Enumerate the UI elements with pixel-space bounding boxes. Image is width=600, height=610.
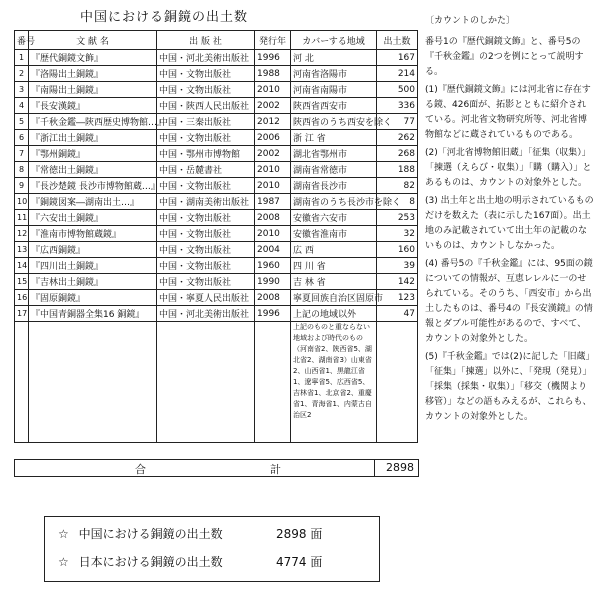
publisher: 中国・文物出版社 (157, 82, 255, 98)
publisher: 中国・寧夏人民出版社 (157, 290, 255, 306)
col-region: カバーする地域 (291, 31, 377, 50)
col-count: 出土数 (377, 31, 418, 50)
literature-name: 『長安漢鏡』 (29, 98, 157, 114)
literature-name: 『千秋金鑑―陝西歴史博物館…』 (29, 114, 157, 130)
literature-name: 『中国青銅器全集16 銅鏡』 (29, 306, 157, 322)
total-value: 2898 (386, 461, 414, 474)
counting-method-notes (425, 14, 595, 428)
region-note: 上記のものと重ならない地域および時代のもの（河南省2、陝西省5、湖北省2、湖南省3）山東省2、山西省1、黒龍江省1、遼寧省5、広西省5、吉林省1、北京省2、重慶省1、青海省1、内蒙古自治区2 (291, 322, 377, 443)
empty-cell (255, 322, 291, 443)
literature-name: 『銅鏡図案―湖南出土…』 (29, 194, 157, 210)
publisher: 中国・陝西人民出版社 (157, 98, 255, 114)
row-number: 17 (15, 306, 29, 322)
summary-china (58, 525, 323, 542)
table-row (15, 242, 418, 258)
empty-cell (15, 322, 29, 443)
publisher: 中国・文物出版社 (157, 210, 255, 226)
literature-name: 『六安出土銅鏡』 (29, 210, 157, 226)
literature-name: 『広西銅鏡』 (29, 242, 157, 258)
publish-year: 2008 (255, 290, 291, 306)
table-row (15, 274, 418, 290)
row-number: 7 (15, 146, 29, 162)
publisher: 中国・湖南美術出版社 (157, 194, 255, 210)
publisher: 中国・文物出版社 (157, 66, 255, 82)
row-number: 4 (15, 98, 29, 114)
row-number: 12 (15, 226, 29, 242)
table-row (15, 178, 418, 194)
table-row (15, 306, 418, 322)
total-row (14, 459, 419, 477)
publish-year: 2010 (255, 226, 291, 242)
coverage-region: 湖南省のうち長沙市を除く (291, 194, 377, 210)
table-row (15, 66, 418, 82)
total-label: 合 (135, 463, 146, 476)
star-icon: ☆ (58, 555, 69, 569)
excavation-count: 142 (377, 274, 418, 290)
coverage-region: 広 西 (291, 242, 377, 258)
publisher: 中国・文物出版社 (157, 226, 255, 242)
table-row (15, 130, 418, 146)
coverage-region: 湖南省常徳市 (291, 162, 377, 178)
coverage-region: 湖南省長沙市 (291, 178, 377, 194)
notes-heading: 〔カウントのしかた〕 (425, 16, 516, 26)
note-paragraph: (1)『歴代銅鏡文飾』には河北省に存在する鏡、426面が、拓影とともに紹介されている。河北省文物研究所等、河北省博物館などに蔵されているものである。 (425, 85, 591, 140)
publish-year: 2006 (255, 130, 291, 146)
coverage-region: 吉 林 省 (291, 274, 377, 290)
row-number: 14 (15, 258, 29, 274)
excavation-count: 32 (377, 226, 418, 242)
publisher: 中国・文物出版社 (157, 130, 255, 146)
table-row (15, 162, 418, 178)
literature-name: 『鄂州銅鏡』 (29, 146, 157, 162)
publish-year: 2010 (255, 178, 291, 194)
literature-name: 『洛陽出土銅鏡』 (29, 66, 157, 82)
table-row (15, 226, 418, 242)
coverage-region: 寧夏回族自治区固原市 (291, 290, 377, 306)
literature-name: 『吉林出土銅鏡』 (29, 274, 157, 290)
page-title: 中国における銅鏡の出土数 (80, 10, 249, 25)
publish-year: 2008 (255, 210, 291, 226)
table-row (15, 210, 418, 226)
excavation-count: 214 (377, 66, 418, 82)
summary-label: 中国における銅鏡の出土数 (78, 527, 223, 541)
excavation-count: 268 (377, 146, 418, 162)
excavation-count: 160 (377, 242, 418, 258)
publisher: 中国・文物出版社 (157, 242, 255, 258)
total-label-2: 計 (270, 463, 281, 476)
table-row (15, 194, 418, 210)
excavation-count: 253 (377, 210, 418, 226)
note-paragraph: (4) 番号5の『千秋金鑑』には、95面の鏡についての情報が、互恵レレルに一のせられている。そのうち、「西安市」から出土したものは、番号4の『長安漢鏡』の情報とダブル可能性があるので、すべて、カウントの対象外とした。 (425, 259, 593, 344)
row-number: 5 (15, 114, 29, 130)
publisher: 中国・三秦出版社 (157, 114, 255, 130)
copper-mirror-table (14, 30, 418, 443)
col-number: 番号 (15, 31, 29, 50)
row-number: 6 (15, 130, 29, 146)
col-literature: 文 献 名 (29, 31, 157, 50)
table-row-note (15, 322, 418, 443)
row-number: 3 (15, 82, 29, 98)
publisher: 中国・河北美術出版社 (157, 50, 255, 66)
col-year: 発行年 (255, 31, 291, 50)
row-number: 11 (15, 210, 29, 226)
excavation-count: 188 (377, 162, 418, 178)
coverage-region: 上記の地域以外 (291, 306, 377, 322)
coverage-region: 陝西省西安市 (291, 98, 377, 114)
summary-label: 日本における銅鏡の出土数 (78, 555, 223, 569)
note-paragraph: (3) 出土年と出土地の明示されているものだけを数えた（表に示した167面）。出土地のみ記載されていて出土年の記載のないものは、カウントしなかった。 (425, 196, 594, 251)
publisher: 中国・文物出版社 (157, 178, 255, 194)
publisher: 中国・文物出版社 (157, 258, 255, 274)
publish-year: 2010 (255, 82, 291, 98)
literature-name: 『四川出土銅鏡』 (29, 258, 157, 274)
table-row (15, 50, 418, 66)
literature-name: 『固原銅鏡』 (29, 290, 157, 306)
publish-year: 2002 (255, 98, 291, 114)
coverage-region: 安徽省淮南市 (291, 226, 377, 242)
row-number: 16 (15, 290, 29, 306)
literature-name: 『歴代銅鏡文飾』 (29, 50, 157, 66)
empty-cell (157, 322, 255, 443)
row-number: 8 (15, 162, 29, 178)
coverage-region: 湖北省鄂州市 (291, 146, 377, 162)
note-paragraph: (5)『千秋金鑑』では(2)に記した「旧蔵」「征集」「揀選」以外に、「発現（発見）」「採集（採集・収集）」「移交（機関より移管）」などの語もみえるが、これらも、カウントの対象外とした。 (425, 352, 595, 422)
publish-year: 1987 (255, 194, 291, 210)
note-paragraph: (2)「河北省博物館旧蔵」「征集（収集）」「揀選（えらび・収集）」「購（購入）」とあるものは、カウントの対象外とした。 (425, 148, 592, 188)
publish-year: 2002 (255, 146, 291, 162)
excavation-count: 8 (377, 194, 418, 210)
publish-year: 2004 (255, 242, 291, 258)
col-publisher: 出 版 社 (157, 31, 255, 50)
literature-name: 『浙江出土銅鏡』 (29, 130, 157, 146)
excavation-count: 82 (377, 178, 418, 194)
coverage-region: 河南省洛陽市 (291, 66, 377, 82)
coverage-region: 四 川 省 (291, 258, 377, 274)
table-row (15, 114, 418, 130)
star-icon: ☆ (58, 527, 69, 541)
publish-year: 1996 (255, 306, 291, 322)
row-number: 10 (15, 194, 29, 210)
coverage-region: 安徽省六安市 (291, 210, 377, 226)
row-number: 1 (15, 50, 29, 66)
literature-name: 『南陽出土銅鏡』 (29, 82, 157, 98)
excavation-count: 39 (377, 258, 418, 274)
excavation-count: 77 (377, 114, 418, 130)
publish-year: 1960 (255, 258, 291, 274)
excavation-count: 262 (377, 130, 418, 146)
excavation-count: 123 (377, 290, 418, 306)
row-number: 2 (15, 66, 29, 82)
publisher: 中国・鄂州市博物館 (157, 146, 255, 162)
row-number: 13 (15, 242, 29, 258)
table-row (15, 146, 418, 162)
coverage-region: 河南省南陽市 (291, 82, 377, 98)
publish-year: 1988 (255, 66, 291, 82)
excavation-count: 500 (377, 82, 418, 98)
literature-name: 『淮南市博物館蔵鏡』 (29, 226, 157, 242)
summary-japan (58, 553, 323, 570)
summary-value: 2898 面 (276, 527, 323, 541)
excavation-count: 336 (377, 98, 418, 114)
note-paragraph: 番号1の『歴代銅鏡文飾』と、番号5の『千秋金鑑』の2つを例にとって説明する。 (425, 37, 584, 77)
table-row (15, 258, 418, 274)
table-row (15, 290, 418, 306)
table-row (15, 98, 418, 114)
publisher: 中国・河北美術出版社 (157, 306, 255, 322)
summary-value: 4774 面 (276, 555, 323, 569)
excavation-count: 47 (377, 306, 418, 322)
row-number: 15 (15, 274, 29, 290)
coverage-region: 浙 江 省 (291, 130, 377, 146)
header-row (15, 31, 418, 50)
publish-year: 1996 (255, 50, 291, 66)
empty-cell (29, 322, 157, 443)
publisher: 中国・文物出版社 (157, 274, 255, 290)
literature-name: 『長沙楚鏡 長沙市博物館蔵…』 (29, 178, 157, 194)
publisher: 中国・岳麓書社 (157, 162, 255, 178)
coverage-region: 陝西省のうち西安を除く (291, 114, 377, 130)
publish-year: 2012 (255, 114, 291, 130)
empty-cell (377, 322, 418, 443)
table-row (15, 82, 418, 98)
total-divider (374, 460, 375, 476)
literature-name: 『常徳出土銅鏡』 (29, 162, 157, 178)
coverage-region: 河 北 (291, 50, 377, 66)
row-number: 9 (15, 178, 29, 194)
publish-year: 2010 (255, 162, 291, 178)
publish-year: 1990 (255, 274, 291, 290)
excavation-count: 167 (377, 50, 418, 66)
